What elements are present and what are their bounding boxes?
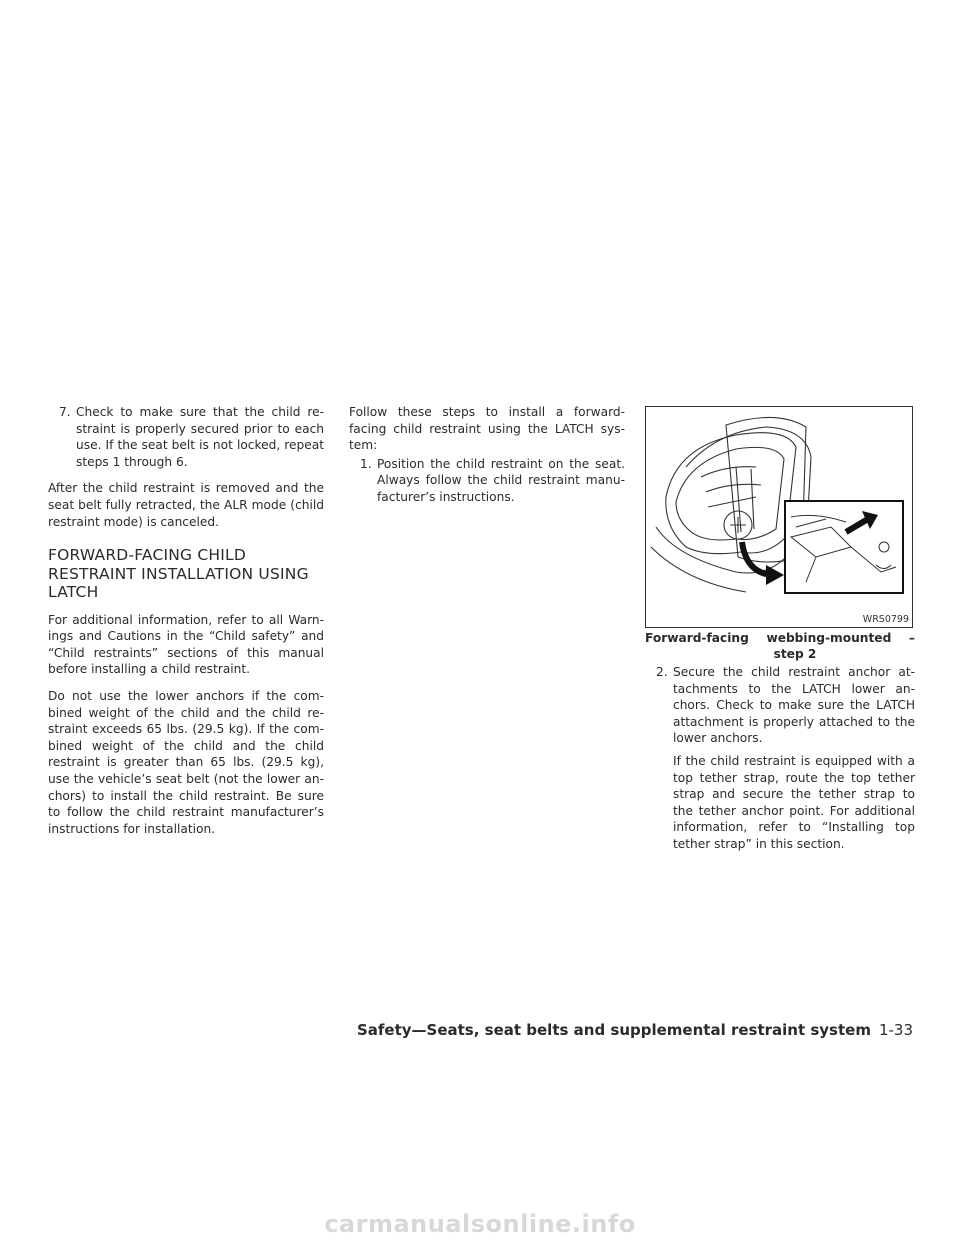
step-2 [645, 664, 915, 747]
figure-caption [645, 630, 915, 662]
step-number: 1. [360, 456, 372, 471]
page-footer [357, 1021, 913, 1039]
step-2-subparagraph: If the child restraint is equipped with a top tether strap, route the top tether strap and secure the tether strap to the tether anchor point. For additional information, refer to “Installing top tether strap” in this section. [673, 753, 915, 851]
child-seat-figure [645, 406, 913, 628]
child-seat-illustration [646, 407, 912, 627]
caption-part-d: step 2 [773, 647, 817, 661]
caption-part-b: webbing-mounted [766, 631, 892, 645]
step-text: Secure the child restraint anchor at- tachments to the LATCH lower an- chors. Check to make sure the LATCH attachment is properly attached to the lower anchors. [673, 665, 915, 746]
info-paragraph: For additional information, refer to all Warn- ings and Cautions in the “Child safety” and “Child restraints” sections of this manual before installing a child restraint. [48, 612, 324, 677]
middle-column [349, 404, 625, 516]
right-column [645, 664, 915, 853]
step-text: Check to make sure that the child re- straint is properly secured prior to each use. If the seat belt is not locked, repeat steps 1 through 6. [76, 405, 324, 469]
intro-paragraph: Follow these steps to install a forward- facing child restraint using the LATCH sys- tem: [349, 405, 625, 453]
left-column [48, 404, 324, 847]
step-number: 7. [59, 405, 71, 419]
alr-paragraph: After the child restraint is removed and the seat belt fully retracted, the ALR mode (child restraint mode) is canceled. [48, 481, 324, 529]
section-heading: FORWARD-FACING CHILD RESTRAINT INSTALLATION USING LATCH [48, 546, 309, 602]
watermark: carmanualsonline.info [324, 1210, 636, 1238]
caption-part-c: – [908, 631, 915, 645]
step-1 [349, 456, 625, 506]
step-number: 2. [656, 665, 668, 679]
figure-code: WRS0799 [862, 614, 909, 625]
step-7 [48, 404, 324, 470]
caption-part-a: Forward-facing [645, 631, 749, 645]
page-number: 1-33 [878, 1021, 913, 1039]
section-title: Safety—Seats, seat belts and supplemental restraint system [356, 1021, 871, 1039]
step-text: Position the child restraint on the seat. Always follow the child restraint manu- facturer’s instructions. [377, 456, 625, 504]
anchors-paragraph: Do not use the lower anchors if the com- bined weight of the child and the child re- straint exceeds 65 lbs. (29.5 kg). If the com- bined weight of the child and the child restraint is greater than 65 lbs. (29.5 kg), use the vehicle’s seat belt (not the lower an- chors) to install the child restraint. Be sure to follow the child restraint manufacturer’s instructions for installation. [48, 689, 324, 836]
